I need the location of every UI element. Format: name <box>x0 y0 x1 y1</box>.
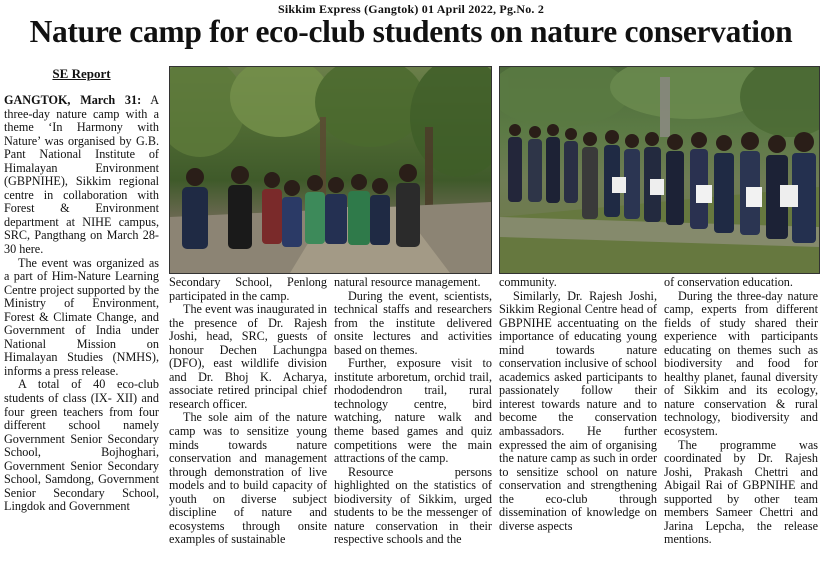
article-paragraph: Resource persons highlighted on the statistics of biodiversity of Sikkim, urged students to be the messenger of nature conservation in their respective schools and the <box>334 464 492 547</box>
photo-illustration <box>170 67 491 273</box>
article-paragraph: During the three-day nature camp, experts from different fields of study shared their experience with participants educating on themes such as biodiversity and food for healthy planet, faunal diversity of Sikkim and its ecology, nature conservation & rural technology, biodiversity and ecosystem. <box>664 288 818 439</box>
article-paragraph <box>4 94 159 257</box>
article-paragraph: natural resource management. <box>334 275 481 289</box>
group-hiking-trail-photo <box>169 66 492 274</box>
article-paragraph: The sole aim of the nature camp was to sensitize young minds towards nature conservation and management through demonstration of live models and to build capacity of youth on diverse subject discipline of nature and ecosystems through onsite examples of sustainable <box>169 410 327 547</box>
article-paragraph: community. <box>499 275 557 289</box>
article-column-1 <box>4 94 159 514</box>
article-paragraph: Similarly, Dr. Rajesh Joshi, Sikkim Regional Centre head of GBPNIHE accentuating on the importance of educating young mind towards nature conservation inclusive of school academics asked participants to passionately follow their interest towards nature and to become the conservation ambassadors. He further expressed the aim of organising the nature camp as such in order to sensitize school on nature conservation and strengthening the eco-club through dissemination of knowledge on diverse aspects <box>499 288 657 533</box>
article-column-5 <box>664 276 818 547</box>
dateline: GANGTOK, March 31: <box>4 93 142 107</box>
article-paragraph: The programme was coordinated by Dr. Rajesh Joshi, Prakash Chettri and Abigail Rai of GBPNIHE and supported by other team members Sameer Chettri and Jarina Lepcha, the release mentions. <box>664 437 818 547</box>
article-paragraph: The event was organized as a part of Him-Nature Learning Centre project supported by the Ministry of Environment, Forest & Climate Change, and Government of India under National Mission on Himalayan Studies (NMHS), informs a press release. <box>4 255 159 378</box>
article-paragraph: Further, exposure visit to institute arboretum, orchid trail, rhododendron trail, rural technology centre, bird watching, nature walk and theme based games and quiz competitions were the main attractions of the camp. <box>334 356 492 466</box>
article-headline: Nature camp for eco-club students on nature conservation <box>29 14 793 49</box>
article-paragraph: During the event, scientists, technical staffs and researchers from the institute delivered onsite lectures and activities based on themes. <box>334 288 492 357</box>
article-column-4 <box>499 276 657 533</box>
photo-illustration <box>500 67 819 273</box>
article-column-2 <box>169 276 327 547</box>
article-column-3 <box>334 276 492 547</box>
article-paragraph: of conservation education. <box>664 275 793 289</box>
paragraph-text: A three-day nature camp with a theme ‘In Harmony with Nature’ was organised by G.B. Pant National Institute of Himalayan Environment (GBPNIHE), Sikkim regional centre in collaboration with Forest & Environment department at NIHE campus, SRC, Pangthang on March 28-30 here. <box>4 93 159 257</box>
article-paragraph: Secondary School, Penlong participated in the camp. <box>169 275 327 303</box>
article-paragraph: A total of 40 eco-club students of class (IX- XII) and four green teachers from four different school namely Government Senior Secondary School, Bojhoghari, Government Senior Secondary School, Samdong, Government Senior Secondary School, Lingdok and Government <box>4 377 159 514</box>
article-paragraph: The event was inaugurated in the presence of Dr. Rajesh Joshi, head, SRC, guests of honour Dechen Lachungpa (DFO), east wildlife division and Dr. Bhoj K. Acharya, associate retired principal chief research officer. <box>169 302 327 411</box>
newspaper-source-line: Sikkim Express (Gangtok) 01 April 2022, Pg.No. 2 <box>277 2 545 16</box>
byline: SE Report <box>52 66 111 81</box>
students-on-path-photo <box>499 66 820 274</box>
